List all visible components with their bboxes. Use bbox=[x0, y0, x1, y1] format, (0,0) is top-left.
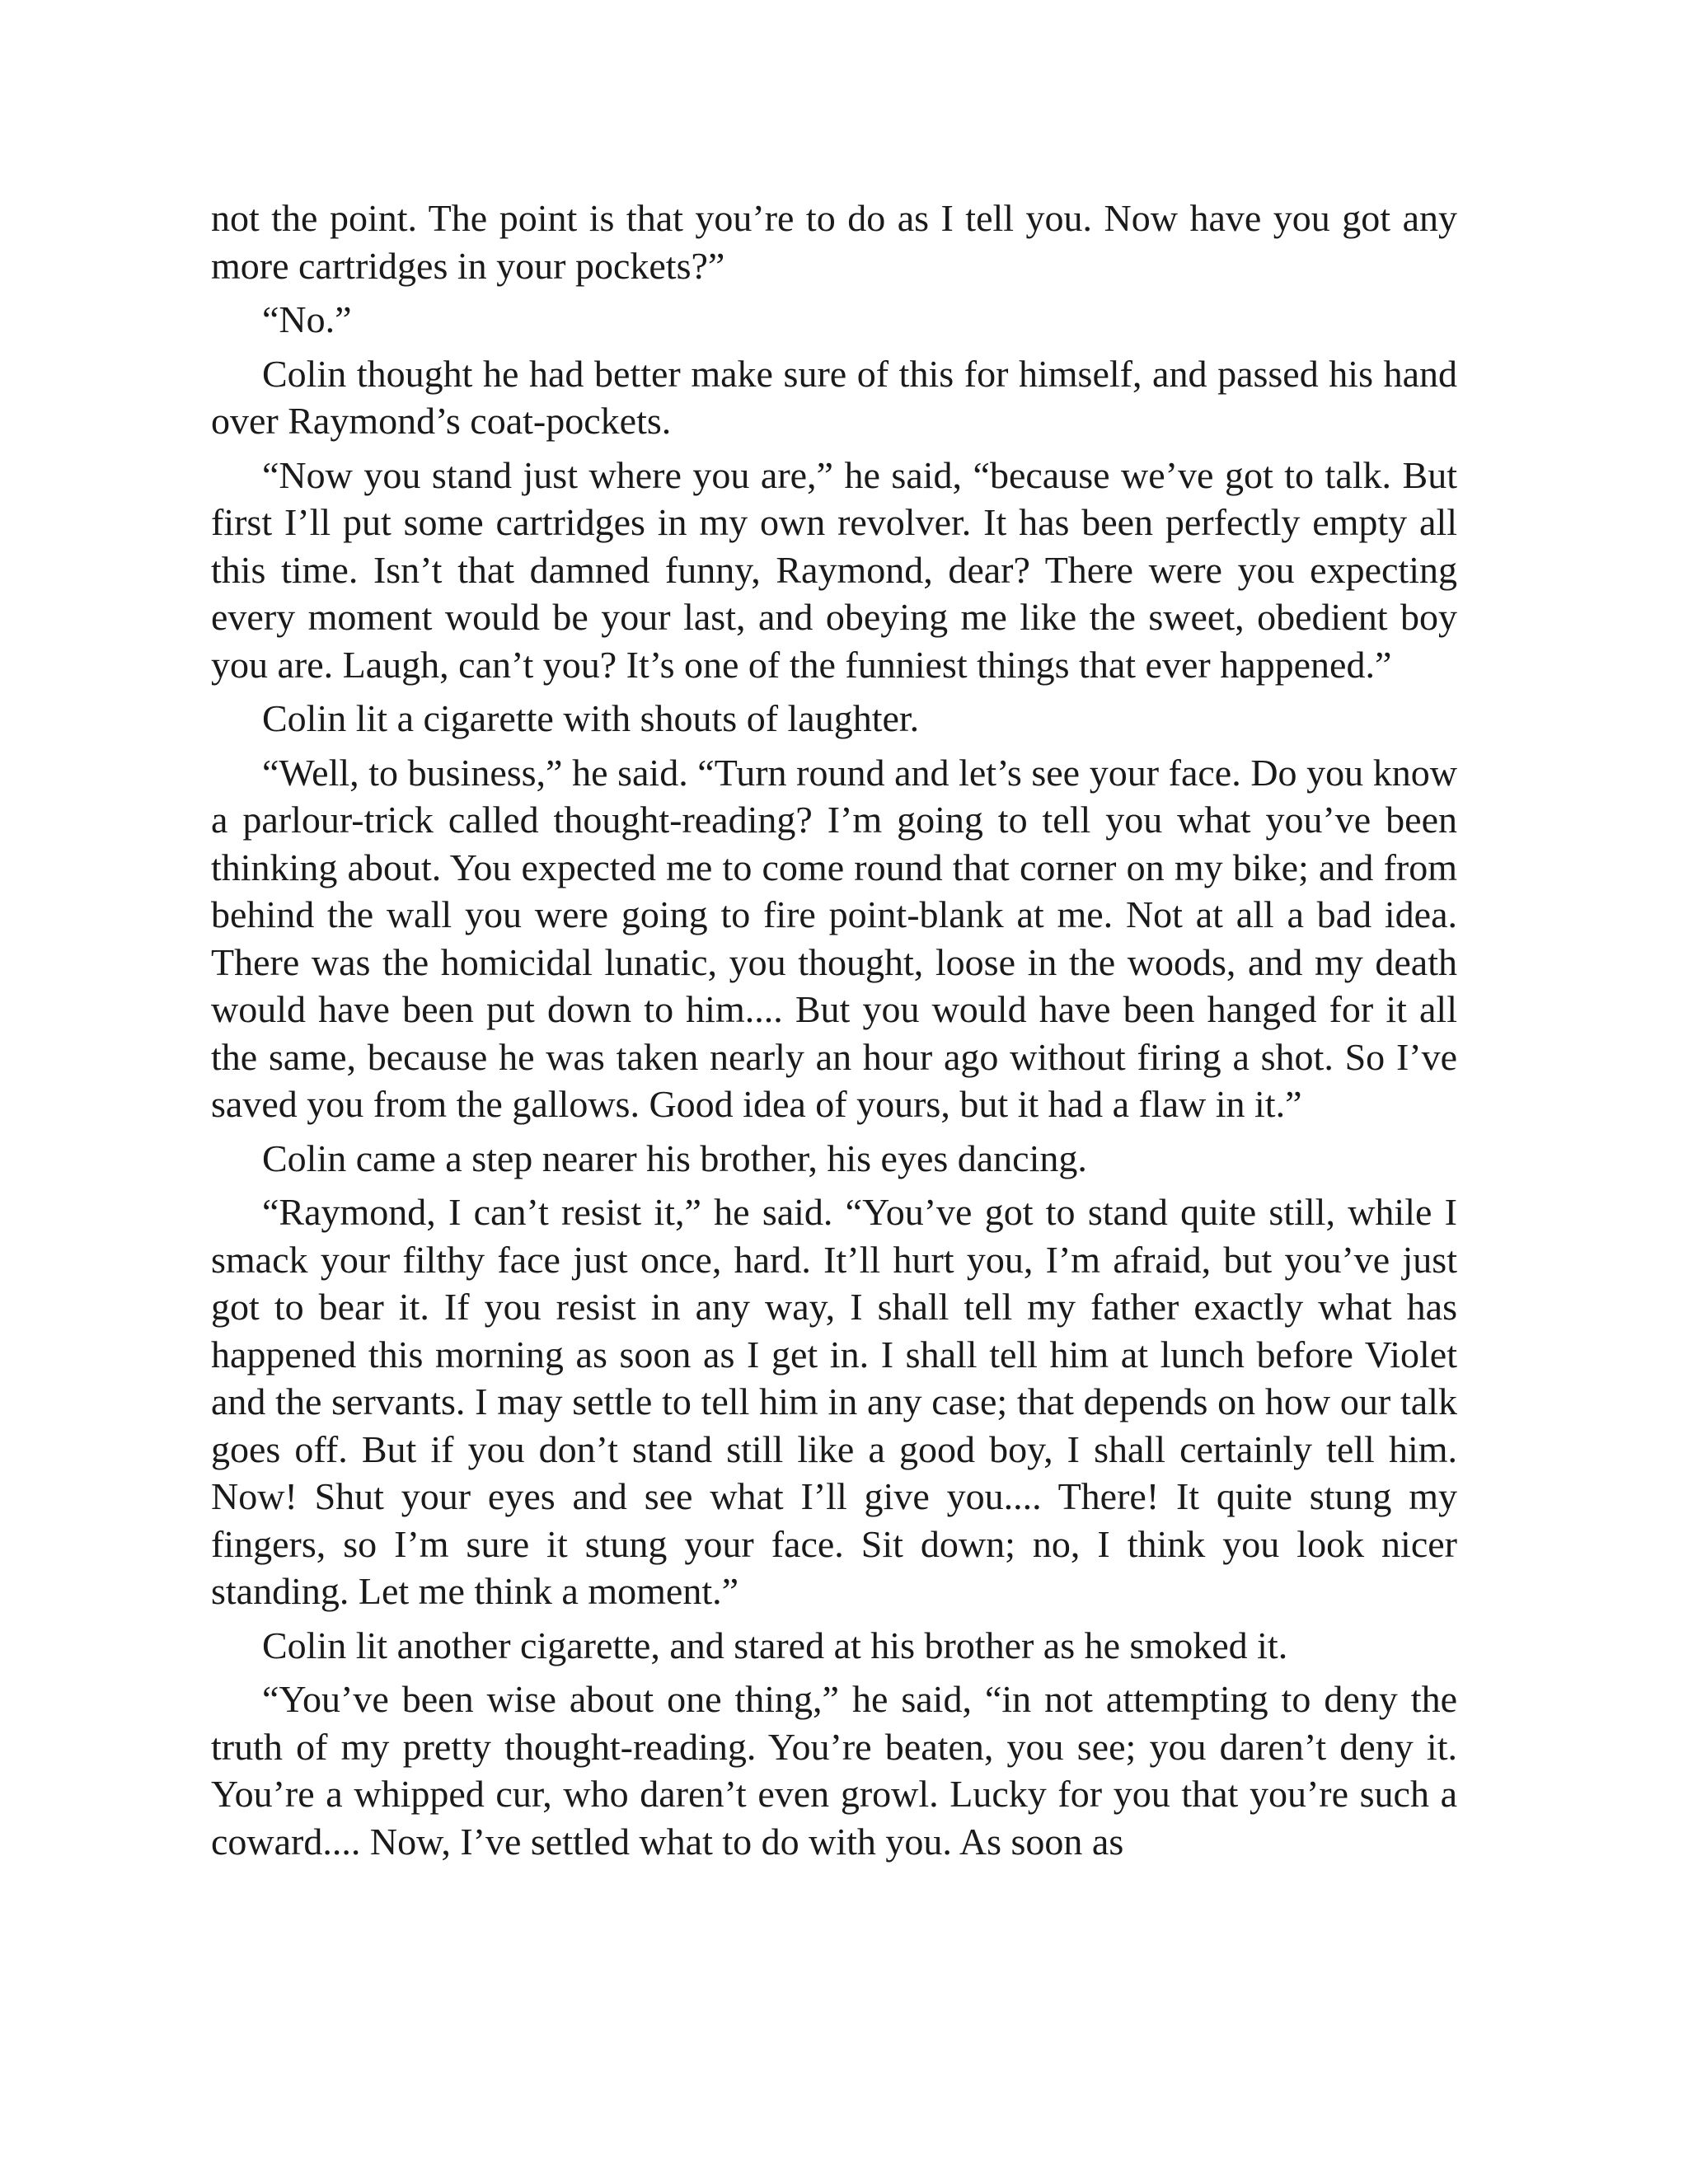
paragraph-8: “Raymond, I can’t resist it,” he said. “You’ve got to stand quite still, while I smack your filthy face just once, hard. It’ll hurt you, I’m afraid, but you’ve just got to bear it. If you resist in any way, I shall tell my father exactly what has happened this morning as soon as I get in. I shall tell him at lunch before Violet and the servants. I may settle to tell him in any case; that depends on how our talk goes off. But if you don’t stand still like a good boy, I shall certainly tell him. Now! Shut your eyes and see what I’ll give you.... There! It quite stung my fingers, so I’m sure it stung your face. Sit down; no, I think you look nicer standing. Let me think a moment.” bbox=[211, 1191, 1457, 1612]
paragraph-1: not the point. The point is that you’re to do as I tell you. Now have you got any more cartridges in your pockets?” bbox=[211, 197, 1457, 287]
book-page-text bbox=[211, 194, 1457, 1872]
paragraph-2: “No.” bbox=[262, 298, 352, 340]
paragraph-6: “Well, to business,” he said. “Turn round and let’s see your face. Do you know a parlour-trick called thought-reading? I’m going to tell you what you’ve been thinking about. You expected me to come round that corner on my bike; and from behind the wall you were going to fire point-blank at me. Not at all a bad idea. There was the homicidal lunatic, you thought, loose in the woods, and my death would have been put down to him.... But you would have been hanged for it all the same, because he was taken nearly an hour ago without firing a shot. So I’ve saved you from the gallows. Good idea of yours, but it had a flaw in it.” bbox=[211, 751, 1457, 1125]
paragraph-3: Colin thought he had better make sure of this for himself, and passed his hand over Raymond’s coat-pockets. bbox=[211, 352, 1457, 442]
paragraph-10: “You’ve been wise about one thing,” he said, “in not attempting to deny the truth of my pretty thought-reading. You’re beaten, you see; you daren’t deny it. You’re a whipped cur, who daren’t even growl. Lucky for you that you’re such a coward.... Now, I’ve settled what to do with you. As soon as bbox=[211, 1678, 1457, 1863]
paragraph-4: “Now you stand just where you are,” he said, “because we’ve got to talk. But first I’ll put some cartridges in my own revolver. It has been perfectly empty all this time. Isn’t that damned funny, Raymond, dear? There were you expecting every moment would be your last, and obeying me like the sweet, obedient boy you are. Laugh, can’t you? It’s one of the funniest things that ever happened.” bbox=[211, 453, 1457, 686]
paragraph-5: Colin lit a cigarette with shouts of laughter. bbox=[262, 697, 920, 739]
paragraph-7: Colin came a step nearer his brother, his eyes dancing. bbox=[262, 1137, 1087, 1179]
paragraph-9: Colin lit another cigarette, and stared at his brother as he smoked it. bbox=[262, 1624, 1288, 1666]
